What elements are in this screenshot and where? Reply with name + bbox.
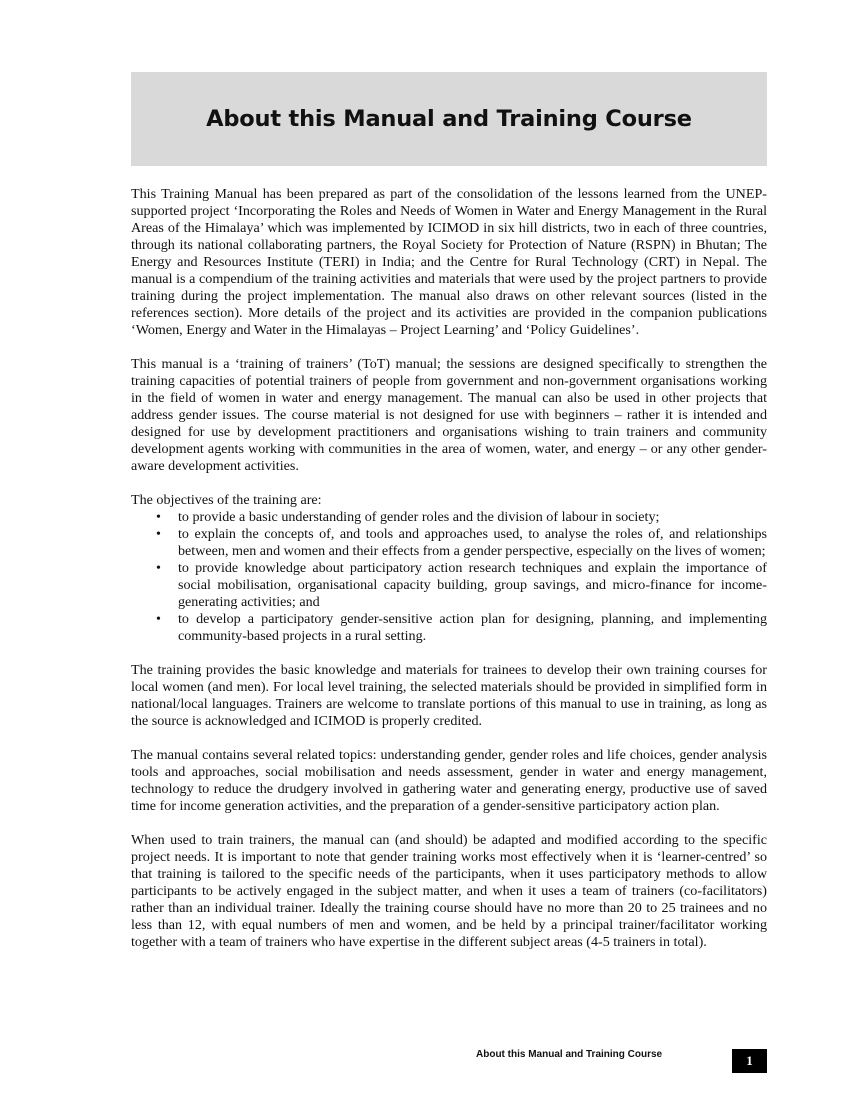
list-item-text: to develop a participatory gender-sensitive action plan for designing, planning, and implementing community-based projects in a rural setting. xyxy=(178,611,767,644)
bullet-icon: • xyxy=(156,526,161,542)
list-item-text: to provide knowledge about participatory action research techniques and explain the importance of social mobilisation, organisational capacity building, group savings, and micro-finance for income-generating activities; and xyxy=(178,560,767,610)
objectives-intro: The objectives of the training are: xyxy=(131,492,322,508)
objectives-list xyxy=(131,509,767,645)
page-title: About this Manual and Training Course xyxy=(206,106,692,132)
paragraph-tot-manual: This manual is a ‘training of trainers’ (ToT) manual; the sessions are designed specifically to strengthen the training capacities of potential trainers of people from government and non-government organisations working in the field of women in water and energy management. The manual can also be used in other projects that address gender issues. The course material is not designed for use with beginners – rather it is intended and designed for use by development practitioners and organisations wishing to train trainers and community development agents working with communities in the area of women, water, and energy – or any other gender-aware development activities. xyxy=(131,356,767,474)
list-item-text: to explain the concepts of, and tools and approaches used, to analyse the roles of, and relationships between, men and women and their effects from a gender perspective, especially on the lives of women; xyxy=(178,526,767,559)
list-item-text: to provide a basic understanding of gender roles and the division of labour in society; xyxy=(178,509,660,525)
paragraph-project-background: This Training Manual has been prepared as part of the consolidation of the lessons learned from the UNEP-supported project ‘Incorporating the Roles and Needs of Women in Water and Energy Management in the Rural Areas of the Himalaya’ which was implemented by ICIMOD in six hill districts, two in each of three countries, through its national collaborating partners, the Royal Society for Protection of Nature (RSPN) in Bhutan; The Energy and Resources Institute (TERI) in India; and the Centre for Rural Technology (CRT) in Nepal. The manual is a compendium of the training activities and materials that were used by the project partners to provide training during the project implementation. The manual also draws on other relevant sources (listed in the references section). More details of the project and its activities are provided in the companion publications ‘Women, Energy and Water in the Himalayas – Project Learning’ and ‘Policy Guidelines’. xyxy=(131,186,767,338)
list-item xyxy=(131,611,767,645)
bullet-icon: • xyxy=(156,560,161,576)
paragraph-topics: The manual contains several related topics: understanding gender, gender roles and life choices, gender analysis tools and approaches, social mobilisation and needs assessment, gender in water and energy management, technology to reduce the drudgery involved in gathering water and generating energy, productive use of saved time for income generation activities, and the preparation of a gender-sensitive participatory action plan. xyxy=(131,747,767,814)
title-banner xyxy=(131,72,767,166)
bullet-icon: • xyxy=(156,611,161,627)
list-item xyxy=(131,526,767,560)
page-number: 1 xyxy=(732,1049,767,1073)
footer-running-title: About this Manual and Training Course xyxy=(476,1049,663,1060)
paragraph-local-training: The training provides the basic knowledge and materials for trainees to develop their own training courses for local women (and men). For local level training, the selected materials should be provided in simplified form in national/local languages. Trainers are welcome to translate portions of this manual to use in training, as long as the source is acknowledged and ICIMOD is properly credited. xyxy=(131,662,767,729)
list-item xyxy=(131,560,767,611)
bullet-icon: • xyxy=(156,509,161,525)
list-item xyxy=(131,509,767,526)
body-text xyxy=(131,186,767,968)
paragraph-adaptation: When used to train trainers, the manual can (and should) be adapted and modified according to the specific project needs. It is important to note that gender training works most effectively when it is ‘learner-centred’ so that training is tailored to the specific needs of the participants, when it uses participatory methods to allow participants to be actively engaged in the subject matter, and when it uses a team of trainers (co-facilitators) rather than an individual trainer. Ideally the training course should have no more than 20 to 25 trainees and no less than 12, with equal numbers of men and women, and be held by a principal trainer/facilitator working together with a team of trainers who have expertise in the different subject areas (4-5 trainers in total). xyxy=(131,832,767,950)
